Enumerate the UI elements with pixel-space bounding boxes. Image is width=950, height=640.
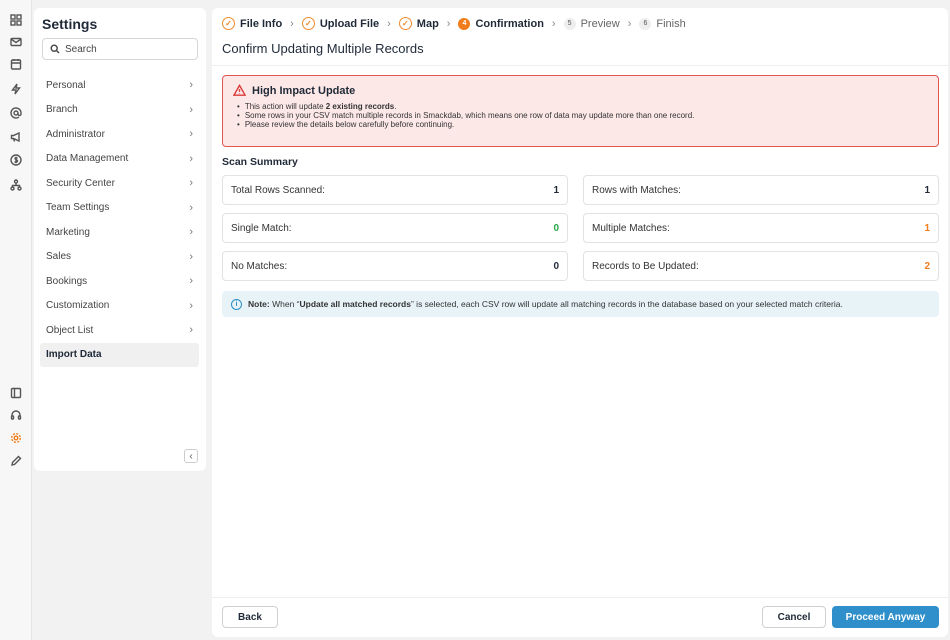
stat-label: Total Rows Scanned: — [231, 184, 325, 196]
sidebar-item-import-data[interactable] — [40, 343, 199, 368]
stat-value: 1 — [924, 184, 930, 196]
step-finish[interactable] — [639, 18, 685, 30]
hierarchy-icon[interactable] — [9, 178, 23, 192]
sidebar-item-personal[interactable] — [40, 73, 199, 98]
info-icon: i — [231, 299, 242, 310]
chevron-right-icon: › — [189, 177, 193, 190]
chevron-left-icon: ‹ — [189, 450, 193, 462]
step-number: 5 — [564, 18, 576, 30]
stat-single-match — [222, 213, 568, 243]
note-text: Note: When “Update all matched records” is selected, each CSV row will update all matching records in the database based on your selected match criteria. — [248, 299, 843, 309]
alert-line: • Please review the details below carefully before continuing. — [237, 120, 928, 129]
sidebar-item-label: Import Data — [46, 349, 102, 361]
sidebar-item-bookings[interactable] — [40, 269, 199, 294]
check-circle-icon: ✓ — [399, 17, 412, 30]
proceed-anyway-button[interactable]: Proceed Anyway — [832, 606, 939, 628]
chevron-right-icon: › — [189, 201, 193, 214]
sidebar-item-label: Customization — [46, 300, 110, 312]
sidebar-item-sales[interactable] — [40, 245, 199, 270]
sidebar-item-label: Marketing — [46, 226, 90, 238]
divider — [212, 65, 948, 66]
page-title: Confirm Updating Multiple Records — [222, 41, 424, 56]
panel-icon[interactable] — [9, 386, 23, 400]
sidebar-item-security-center[interactable] — [40, 171, 199, 196]
chevron-right-icon: › — [387, 17, 391, 30]
step-confirmation[interactable] — [458, 18, 543, 30]
megaphone-icon[interactable] — [9, 130, 23, 144]
settings-icon[interactable] — [9, 431, 23, 445]
step-preview[interactable] — [564, 18, 620, 30]
step-label: Map — [416, 17, 439, 30]
icon-rail — [0, 0, 32, 640]
stat-multiple-matches — [583, 213, 939, 243]
sidebar-item-branch[interactable] — [40, 98, 199, 123]
step-number: 4 — [458, 18, 470, 30]
stat-records-to-be-updated — [583, 251, 939, 281]
sidebar-item-label: Personal — [46, 79, 86, 91]
chevron-right-icon: › — [290, 17, 294, 30]
stat-no-matches — [222, 251, 568, 281]
chevron-right-icon: › — [189, 324, 193, 337]
mail-icon[interactable] — [9, 35, 23, 49]
stat-label: Multiple Matches: — [592, 222, 670, 234]
sidebar-item-label: Team Settings — [46, 202, 110, 214]
sidebar-item-label: Object List — [46, 324, 94, 336]
pencil-icon[interactable] — [9, 454, 23, 468]
stepper — [222, 17, 694, 30]
step-label: Upload File — [319, 17, 380, 30]
stat-label: Single Match: — [231, 222, 292, 234]
stat-rows-with-matches — [583, 175, 939, 205]
at-sign-icon[interactable] — [9, 106, 23, 120]
stat-value: 2 — [924, 260, 930, 272]
chevron-right-icon: › — [189, 250, 193, 263]
warning-icon — [233, 84, 246, 97]
check-circle-icon: ✓ — [222, 17, 235, 30]
bolt-icon[interactable] — [9, 82, 23, 96]
sidebar-item-label: Data Management — [46, 153, 129, 165]
chevron-right-icon: › — [189, 152, 193, 165]
settings-title: Settings — [42, 16, 98, 32]
chevron-right-icon: › — [189, 226, 193, 239]
sidebar-item-label: Bookings — [46, 275, 88, 287]
calendar-icon[interactable] — [9, 57, 23, 71]
step-number: 6 — [639, 18, 651, 30]
alert-title: High Impact Update — [252, 84, 356, 97]
chevron-right-icon: › — [189, 103, 193, 116]
stat-value: 0 — [553, 260, 559, 272]
settings-panel — [34, 8, 206, 471]
cancel-button[interactable]: Cancel — [762, 606, 826, 628]
stat-label: No Matches: — [231, 260, 288, 272]
collapse-sidebar-button[interactable] — [184, 449, 198, 463]
stat-label: Records to Be Updated: — [592, 260, 699, 272]
settings-nav — [40, 73, 199, 367]
stat-value: 1 — [553, 184, 559, 196]
grid-icon[interactable] — [9, 13, 23, 27]
back-button[interactable]: Back — [222, 606, 278, 628]
scan-summary-title: Scan Summary — [222, 156, 298, 168]
step-map[interactable] — [399, 17, 439, 30]
dollar-icon[interactable] — [9, 153, 23, 167]
stat-label: Rows with Matches: — [592, 184, 681, 196]
step-upload-file[interactable] — [302, 17, 379, 30]
high-impact-alert — [222, 75, 939, 147]
sidebar-item-data-management[interactable] — [40, 147, 199, 172]
search-icon — [50, 44, 60, 54]
step-label: File Info — [240, 17, 283, 30]
chevron-right-icon: › — [189, 275, 193, 288]
step-label: Preview — [580, 17, 620, 30]
chevron-right-icon: › — [551, 17, 556, 30]
alert-line: • Some rows in your CSV match multiple records in Smackdab, which means one row of data may update more than one record. — [237, 111, 928, 120]
sidebar-item-label: Sales — [46, 251, 72, 263]
search-placeholder: Search — [65, 43, 97, 55]
main-panel — [212, 8, 948, 637]
chevron-right-icon: › — [189, 79, 193, 92]
step-label: Confirmation — [475, 17, 544, 30]
stat-value: 0 — [553, 222, 559, 234]
sidebar-item-label: Administrator — [46, 128, 105, 140]
note-banner — [222, 291, 939, 317]
step-file-info[interactable] — [222, 17, 282, 30]
headset-icon[interactable] — [9, 408, 23, 422]
sidebar-item-team-settings[interactable] — [40, 196, 199, 221]
chevron-right-icon: › — [189, 299, 193, 312]
sidebar-item-label: Security Center — [46, 177, 115, 189]
sidebar-item-marketing[interactable] — [40, 220, 199, 245]
chevron-right-icon: › — [627, 17, 632, 30]
check-circle-icon: ✓ — [302, 17, 315, 30]
chevron-right-icon: › — [189, 128, 193, 141]
sidebar-item-customization[interactable] — [40, 294, 199, 319]
sidebar-item-object-list[interactable] — [40, 318, 199, 343]
sidebar-item-label: Branch — [46, 104, 78, 116]
stat-value: 1 — [924, 222, 930, 234]
stat-total-rows-scanned — [222, 175, 568, 205]
alert-line: • This action will update 2 existing records. — [237, 102, 928, 111]
chevron-right-icon: › — [446, 17, 451, 30]
step-label: Finish — [656, 17, 686, 30]
footer-divider — [212, 597, 948, 598]
sidebar-item-administrator[interactable] — [40, 122, 199, 147]
search-input[interactable] — [42, 38, 198, 60]
